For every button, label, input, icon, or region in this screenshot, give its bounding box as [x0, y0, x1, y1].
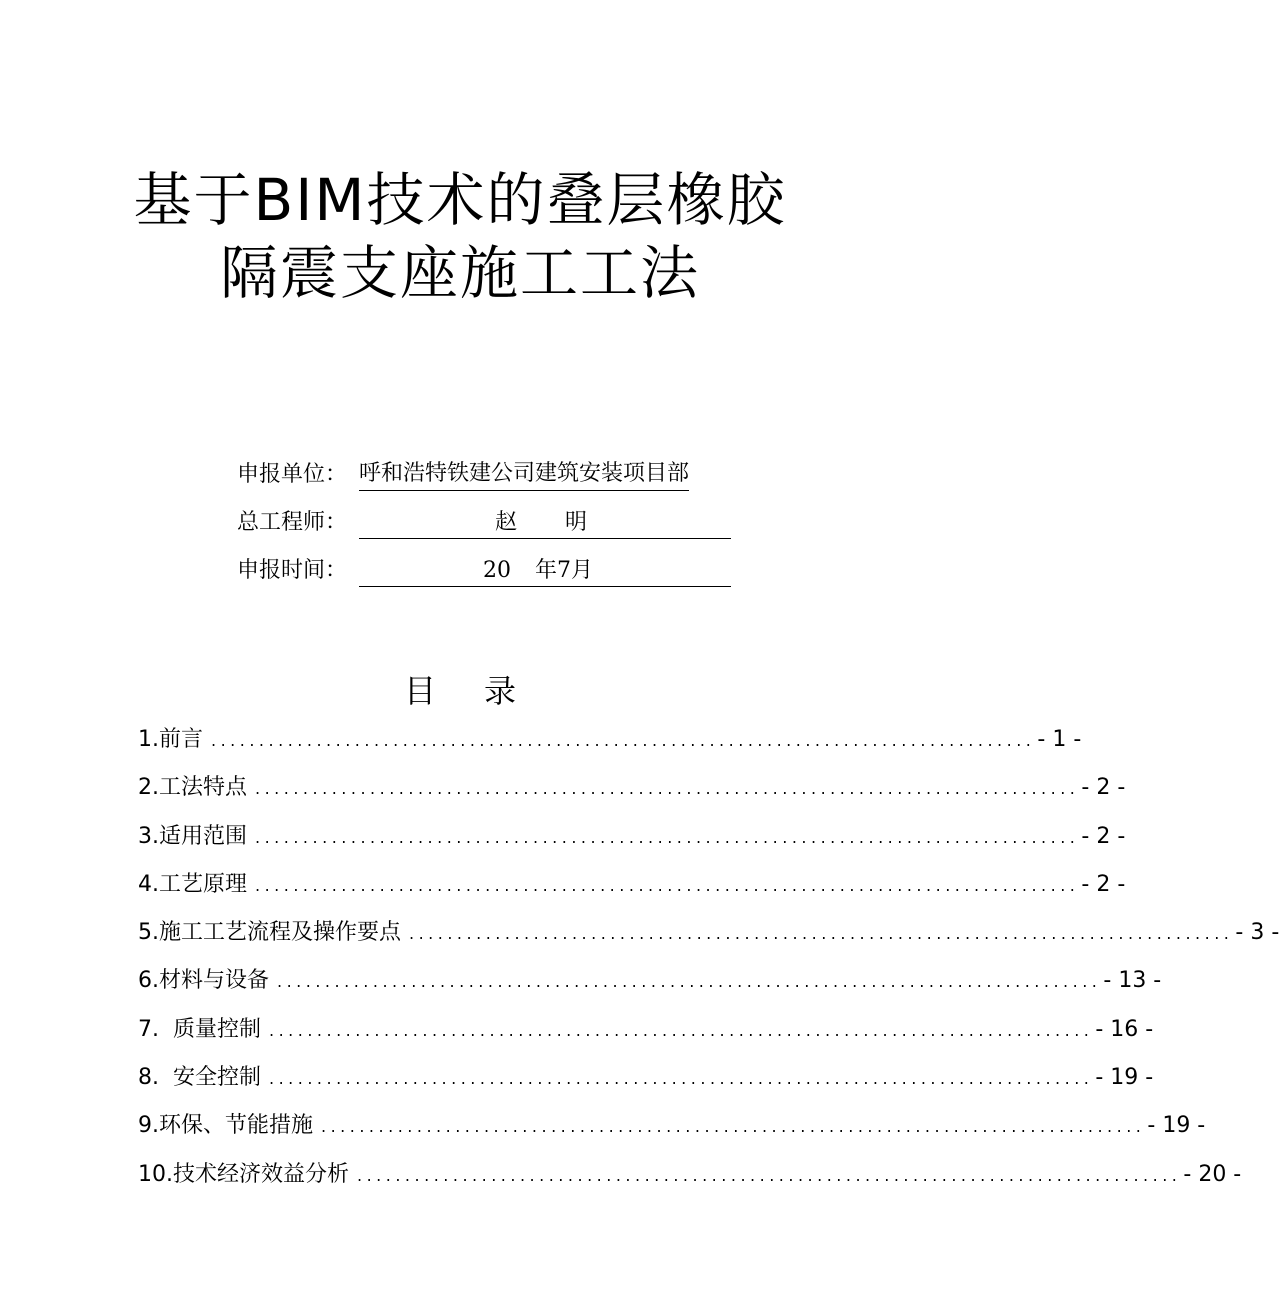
toc-entry[interactable]	[138, 720, 1082, 768]
chief-engineer-surname: 赵	[495, 510, 518, 535]
toc-entry[interactable]	[138, 768, 1126, 816]
toc-entry-page: - 16 -	[1095, 1016, 1154, 1042]
applicant-unit-label: 申报单位：	[237, 462, 348, 487]
toc-entry-title: 10.技术经济效益分析	[138, 1161, 349, 1187]
toc-leader-dots: ......................................................................................	[268, 1069, 1094, 1089]
submission-date-month: 年7月	[535, 558, 593, 583]
toc-entry[interactable]	[138, 865, 1126, 913]
toc-entry-page: - 20 -	[1183, 1161, 1242, 1187]
toc-entry-page: - 2 -	[1081, 775, 1126, 801]
submission-date-year: 20	[483, 558, 511, 583]
toc-entry-title: 3.适用范围	[138, 823, 247, 849]
toc-entry-page: - 1 -	[1037, 727, 1082, 752]
toc-leader-dots: ......................................................................................	[357, 1165, 1182, 1185]
toc-entry-page: - 2 -	[1081, 823, 1126, 849]
toc-entry[interactable]	[138, 1155, 1242, 1203]
toc-entry-title: 7. 质量控制	[138, 1016, 261, 1042]
toc-entry[interactable]	[138, 961, 1162, 1009]
toc-leader-dots: ......................................................................................	[211, 731, 1036, 750]
toc-entry-page: - 19 -	[1147, 1113, 1206, 1139]
submission-date-row	[237, 554, 593, 588]
toc-leader-dots: ......................................................................................	[277, 972, 1102, 992]
applicant-unit-text: 呼和浩特铁建公司建筑安装项目部	[359, 458, 689, 491]
toc-entry-title: 8. 安全控制	[138, 1065, 261, 1091]
toc-entry-page: - 13 -	[1103, 968, 1162, 994]
chief-engineer-label: 总工程师：	[237, 510, 348, 535]
toc-leader-dots: ......................................................................................	[255, 779, 1080, 799]
toc-leader-dots: ......................................................................................	[255, 875, 1080, 895]
toc-heading	[0, 668, 920, 714]
toc-entry[interactable]	[138, 1058, 1154, 1106]
toc-leader-dots: ......................................................................................	[255, 827, 1080, 847]
chief-engineer-row	[237, 506, 588, 540]
toc-entry-page: - 19 -	[1095, 1065, 1154, 1091]
chief-engineer-given-name: 明	[565, 510, 588, 535]
toc-entry-title: 5.施工工艺流程及操作要点	[138, 920, 401, 946]
toc-entry-title: 6.材料与设备	[138, 968, 269, 994]
toc-entry-title: 2.工法特点	[138, 775, 247, 801]
table-of-contents	[138, 720, 1279, 1203]
submission-date-label: 申报时间：	[237, 558, 348, 583]
toc-entry-page: - 3 -	[1235, 920, 1279, 946]
toc-entry-page: - 2 -	[1081, 871, 1126, 897]
toc-entry[interactable]	[138, 913, 1279, 961]
toc-leader-dots: ......................................................................................	[268, 1020, 1094, 1040]
submission-date-field	[359, 554, 731, 587]
document-title-line1: 基于BIM技术的叠层橡胶	[133, 166, 787, 234]
document-title-line2: 隔震支座施工工法	[219, 239, 700, 307]
toc-leader-dots: ......................................................................................	[321, 1117, 1146, 1137]
chief-engineer-field	[359, 506, 731, 539]
toc-entry[interactable]	[138, 1106, 1206, 1154]
toc-heading-char-2: 录	[484, 672, 517, 710]
toc-leader-dots: ......................................................................................	[409, 924, 1234, 944]
toc-heading-char-1: 目	[403, 672, 436, 710]
toc-entry[interactable]	[138, 1010, 1154, 1058]
applicant-unit-row	[237, 458, 690, 492]
toc-entry[interactable]	[138, 817, 1126, 865]
toc-entry-title: 4.工艺原理	[138, 871, 247, 897]
toc-entry-title: 9.环保、节能措施	[138, 1113, 313, 1139]
toc-entry-title: 1.前言	[138, 727, 203, 752]
